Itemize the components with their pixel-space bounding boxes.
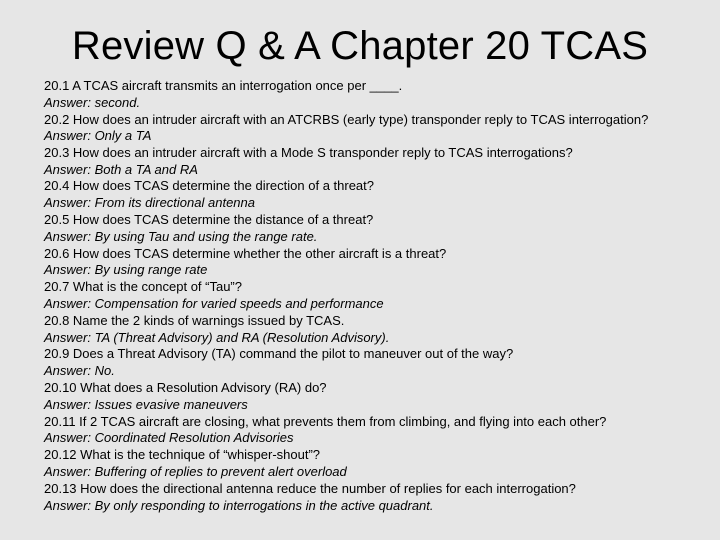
question-20-7: 20.7 What is the concept of “Tau”? [44, 279, 242, 295]
answer-20-9: Answer: No. [44, 363, 115, 379]
question-20-12: 20.12 What is the technique of “whisper-shout”? [44, 447, 321, 463]
answer-20-13: Answer: By only responding to interrogations in the active quadrant. [44, 497, 434, 513]
question-20-8: 20.8 Name the 2 kinds of warnings issued by TCAS. [44, 312, 345, 328]
question-20-9: 20.9 Does a Threat Advisory (TA) command the pilot to maneuver out of the way? [44, 346, 514, 362]
answer-20-12: Answer: Buffering of replies to prevent alert overload [44, 463, 347, 479]
question-20-5: 20.5 How does TCAS determine the distance of a threat? [44, 211, 374, 227]
question-20-4: 20.4 How does TCAS determine the direction of a threat? [44, 178, 375, 194]
answer-20-5: Answer: By using Tau and using the range rate. [44, 228, 318, 244]
question-20-2: 20.2 How does an intruder aircraft with an ATCRBS (early type) transponder reply to TCAS interrogation? [44, 111, 649, 127]
answer-20-4: Answer: From its directional antenna [44, 195, 255, 211]
answer-20-6: Answer: By using range rate [44, 262, 208, 278]
answer-20-2: Answer: Only a TA [44, 128, 152, 143]
slide-title: Review Q & A Chapter 20 TCAS [71, 24, 649, 68]
qa-list [44, 78, 666, 514]
question-20-3: 20.3 How does an intruder aircraft with a Mode S transponder reply to TCAS interrogations? [44, 144, 573, 160]
question-20-1: 20.1 A TCAS aircraft transmits an interrogation once per ____. [44, 78, 403, 93]
answer-20-10: Answer: Issues evasive maneuvers [44, 396, 248, 412]
answer-20-1: Answer: second. [44, 94, 141, 110]
answer-20-11: Answer: Coordinated Resolution Advisories [44, 430, 294, 446]
answer-20-7: Answer: Compensation for varied speeds and performance [44, 295, 384, 311]
question-20-6: 20.6 How does TCAS determine whether the other aircraft is a threat? [44, 245, 447, 261]
question-20-10: 20.10 What does a Resolution Advisory (RA) do? [44, 379, 327, 395]
answer-20-8: Answer: TA (Threat Advisory) and RA (Resolution Advisory). [44, 329, 390, 345]
question-20-13: 20.13 How does the directional antenna reduce the number of replies for each interrogation? [44, 480, 576, 496]
answer-20-3: Answer: Both a TA and RA [44, 161, 198, 177]
question-20-11: 20.11 If 2 TCAS aircraft are closing, what prevents them from climbing, and flying into each other? [44, 413, 607, 429]
